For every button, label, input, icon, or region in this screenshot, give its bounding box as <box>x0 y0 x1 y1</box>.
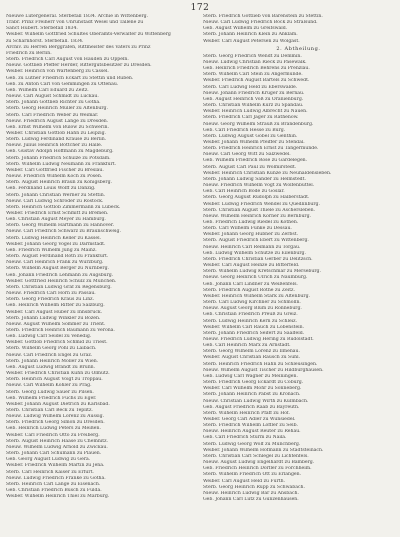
list-item: Weiber. Johann Wilhelm Hofmann zu Stadtsteinach. <box>203 447 324 453</box>
list-item: Sterb. Friedrich Georg Eckardt zu Coburg. <box>203 380 304 386</box>
list-item: Sterb. Ludwig Georg Wolf zu Münchberg. <box>203 441 301 447</box>
list-item: Nieuw. Wilhelm Ludwig Arnold zu Zwickau. <box>6 444 108 450</box>
list-item: Weiber. Heinrich Wilhelm Stark zu Altenburg. <box>203 293 310 299</box>
list-item: Geb. August Friedrich Raab zu Bayreuth. <box>203 404 300 410</box>
list-item: Geb. August Wilhelm zu Greifswald. <box>203 26 288 32</box>
list-item: Sterb. Wilhelm Heinrich Pfaff zu Hof. <box>203 410 290 416</box>
list-item: Geb. zu Luther Friedrich Eckart zu Stettin und Ruben. <box>6 75 134 81</box>
list-item: Sterb. Carl Heinrich Kaiser zu Erfurt. <box>6 469 94 475</box>
page-number: 172 <box>190 3 210 13</box>
list-item: Sterb. Georg Heinrich Rupp zu Schwabach. <box>203 484 305 490</box>
list-item: Weiber. Carl August Heinze zu Bitterfeld. <box>203 263 300 269</box>
list-item: Sterb. Wilhelm Carl Stein zu Angermünde. <box>203 72 303 78</box>
list-item: Geb. Ludwig Carl Seidel zu Venedig. <box>6 334 92 340</box>
list-item: Weiber. Carl August Held zu Fürth. <box>203 478 286 484</box>
list-item: Sterb. Christian Ludwig Graf zu Regensburg. <box>6 284 112 290</box>
columns <box>6 14 394 503</box>
list-item: Weiber. Carl Friedrich Otto zu Freiberg. <box>6 432 100 438</box>
list-item: Sterb. Carl Friedrich Weber zu Weimar. <box>6 112 99 118</box>
list-item: Nieuw. Heinrich August Reuter zu Rehau. <box>203 429 301 435</box>
list-item: Sterb. Friedrich Heinrich Ernst zu Tangermünde. <box>203 146 319 152</box>
list-item: Nieuw. Carl Georg Witt zu Salzwedel. <box>203 152 291 158</box>
list-item: Geb. Christian Friedrich Busch zu Fulda. <box>6 488 102 494</box>
list-item: Sterb. Christian Carl Beck zu Teplitz. <box>6 408 93 413</box>
list-item: Geb. Wilhelm Carl Eduard zu Zeitz. <box>6 87 89 93</box>
list-item: Nieuw. Ludwig Wilhelm Lorenz zu Aussig. <box>6 414 105 420</box>
list-item: Weiber. Heinrich Christian Kunze zu Neuhaldensleben. <box>203 170 332 176</box>
list-item: Geb. Friedrich Heinrich Dörfler zu Forchheim. <box>203 466 312 472</box>
list-item: Sterb. Heinrich Friedrich Hahn zu Schleusingen. <box>203 361 318 367</box>
list-item: Geb. Heinrich Friedrich Behrens zu Prenzlau. <box>203 66 310 72</box>
list-item: Sterb. Friedrich Heinrich Baumann zu Verona. <box>6 327 115 333</box>
list-item: Nieuw. Gottlieb Pfeffer Herder, Rittergutsbesitzer zu Dresden. <box>6 63 152 69</box>
list-item: Weiber. Carl Gottfried Fischer zu Breslau. <box>6 167 104 173</box>
list-item: Sterb. August Heinrich Haase zu Chemnitz. <box>6 438 108 444</box>
list-item: Weiber. Friedrich August Bartels zu Schwedt. <box>203 78 310 84</box>
list-item: Nieuw. Friedrich Wilhelm Koch zu Posen. <box>6 174 103 180</box>
list-item: Geb. Ernst Wilhelm von Bülow zu Schwerin. <box>6 124 109 130</box>
list-item: Sterb. Friedrich Wilhelm Löffler zu Selb. <box>203 423 298 429</box>
list-item: Nieuw. Friedrich Wilhelm Vogt zu Wolfenbüttel. <box>203 183 315 189</box>
list-item: Sterb. Johann Heinrich Möller zu Wien. <box>6 358 99 364</box>
list-item: Nieuw. Ludwig Friedrich Franke zu Gotha. <box>6 475 106 481</box>
list-item: Geb. zu Anton Carl von Gemmingen zu Ottenau. <box>6 81 119 87</box>
list-item: Friedrich zu Berlin. <box>6 50 52 56</box>
list-item: Sterb. Georg August Rudolph zu Halberstadt. <box>203 195 310 201</box>
list-item: Sterb. August Ferdinand Roth zu Frankfurt. <box>6 254 109 260</box>
list-item: Weiber. August Christian Rausch zu Suhl. <box>203 355 301 361</box>
list-item: Nieuw. August Wilhelm Sommer zu Trient. <box>6 321 106 327</box>
list-item: Geb. August Heinrich Voß zu Oranienburg. <box>203 96 304 102</box>
list-item: Geb. Carl Friedrich Hesse zu Burg. <box>203 127 286 133</box>
list-item: Nieuw. Julius Heinrich Böttcher zu Halle. <box>6 143 103 149</box>
list-item: Sterb. Johann Ludwig Sander zu Helmstedt. <box>203 176 306 182</box>
list-item: Nieuw. Friedrich Ludwig Hering zu Rudolstadt. <box>203 336 314 342</box>
list-item: Geb. Wilhelm Friedrich Fuchs zu Eger. <box>6 395 97 401</box>
list-item: Geb. August Ludwig Brandt zu Brünn. <box>6 364 96 370</box>
list-item: Nieuw. Johann Friedrich Krüger zu Bernau. <box>203 90 305 96</box>
list-item: Sterb. August Friedrich Ebert zu Wittenberg. <box>203 238 309 244</box>
list-item: Sterb. Friedrich Gottlieb von Bärenstein zu Stettin. <box>203 14 323 19</box>
list-item: Sterb. Georg Wilhelm Hartmann zu Hannover. <box>6 223 115 229</box>
list-item: Geb. Ferdinand Louis Wolff zu Danzig. <box>6 186 96 192</box>
list-item: Nieuw. August Georg Blum zu Ronneburg. <box>203 306 302 312</box>
list-item: Archiv. zu Herren Berggrafen, Rittmeister des Vaters zu Prinz <box>6 44 151 50</box>
list-item: Geb. Ludwig Carl Wagner zu Meiningen. <box>203 373 298 379</box>
list-item: Weiber. Christian Gottlob Hahn zu Leipzig. <box>6 130 106 136</box>
list-item: Sterb. Johann Heinrich Pabst zu Kronach. <box>203 392 301 398</box>
list-item: Sterb. August Carl Paul zu Wolmirstedt. <box>203 164 297 170</box>
list-item: Sterb. Wilhelm August Berger zu Nürnberg. <box>6 266 109 272</box>
list-item: Nieuw. Georg Heinrich Ulrich zu Naumburg. <box>203 275 308 281</box>
list-item: Trabr. Prinz Freiherr von Unruhstadt Wesel und Tallene zu <box>6 20 144 26</box>
list-item: Sterb. Friedrich Georg Simon zu Dresden. <box>6 420 105 426</box>
section-heading: 2. Abtheilung. <box>276 45 321 52</box>
list-item: Geb. Heinrich Wilhelm Ritter zu Salzburg. <box>6 303 105 309</box>
list-item: Geb. Gustav Adolph Hoffmann zu Magdeburg. <box>6 149 114 155</box>
list-item: Geb. Johann Carl Lutz zu Gunzenhausen. <box>203 497 299 503</box>
list-item: Nieuw. Christian Ludwig Wirth zu Kulmbach. <box>203 398 309 404</box>
list-item: Sterb. Johann Friedrich Seifert zu Saalfeld. <box>203 330 305 336</box>
list-item: Sterb. Wilhelm Ludwig Neumann zu Frankfurt. <box>6 161 117 167</box>
list-item: Weiber. Friedrich Wilhelm Martin zu Jena. <box>6 463 105 469</box>
list-item: Sterb. Carl Ludwig Held zu Eberswalde. <box>203 84 298 90</box>
list-item: Geb. Friedrich Wilhelm Jung zu Mainz. <box>6 247 97 253</box>
list-item: Weiber. Johann Wilhelm Pfeiffer zu Stendal. <box>203 139 305 145</box>
list-item: Geb. Heinrich Ludwig Peters zu Meißen. <box>6 426 101 432</box>
list-item: Sterb. Johann Heinrich Klein zu Anklam. <box>203 32 298 38</box>
list-item: Weiber. Johann Georg Vogel zu Darmstadt. <box>6 241 106 247</box>
list-item: Sterb. Christian August Thiele zu Aschersleben. <box>203 207 316 213</box>
list-item: Geb. Ludwig Wilhelm Schütze zu Eilenburg. <box>203 250 306 256</box>
list-item: Nieuw. Heinrich Ludwig Bär zu Ansbach. <box>203 490 299 496</box>
list-item: Weiber. Wilhelm Gottfried Schultes Oberamts-Verwalter zu Wittenberg <box>6 32 171 38</box>
list-item: Nieuw. Friedrich Carl Horn zu Passau. <box>6 291 96 297</box>
list-item: Sterb. Wilhelm Ludwig Kretschmar zu Merseburg. <box>203 269 321 275</box>
list-item: Sterb. Christian Carl Schlegel zu Lichtenfels. <box>203 453 309 459</box>
list-item: Sterb. Ludwig August Göbel zu Genthin. <box>203 133 298 139</box>
list-item: Nieuw. Carl Friedrich Engel zu Graz. <box>6 352 93 358</box>
list-item: Sterb. Ludwig Heinrich Kern zu Schleiz. <box>203 318 298 324</box>
list-item: Nieuw. Carl Friedrich Schwarz zu Braunschweig. <box>6 229 121 235</box>
list-item: Weiber. Carl Wilhelm Mohr zu Sonneberg. <box>203 386 302 392</box>
list-item: Weiber. Carl August Huber zu Innsbruck. <box>6 309 103 315</box>
list-item: Weiber. Wilhelm Carl Rauch zu Lobenstein. <box>203 324 305 330</box>
list-item: Sterb. Johann Carl Schumann zu Plauen. <box>6 451 102 457</box>
list-item: Sterb. Friedrich Christian Gerber zu Delitzsch. <box>203 256 313 262</box>
list-item: Weiber. Heinrich von Wartenberg zu Cassel. <box>6 69 109 75</box>
list-item: Weiber. Friedrich Christian Kühn zu Olmütz. <box>6 371 110 377</box>
list-item: Nieuw. Georg Wilhelm Strauß zu Brandenburg. <box>203 121 314 127</box>
list-item: Nieuw. Carl Ludwig Friedrich Bock zu Stralsund. <box>203 20 318 26</box>
list-item: Geb. Johann Carl Lindner zu Weißenfels. <box>203 281 298 287</box>
list-item: Geb. Friedrich Ludwig Riedel zu Köthen. <box>203 220 299 225</box>
list-item: Nieuw. Carl August Schmidt zu Luckau. <box>6 94 99 100</box>
list-item: Sterb. Heinrich August Voigt zu Troppau. <box>6 377 103 383</box>
list-item: Weiber. Johann August Dietrich zu Karlsbad. <box>6 401 110 407</box>
list-item: Sterb. Wilhelm Georg Pohl zu Laibach. <box>6 346 97 352</box>
list-item: Geb. Georg August Ludwig zu Gera. <box>6 457 91 463</box>
list-item: Sterb. Ludwig Ferdinand Krause zu Berlin. <box>6 137 107 143</box>
list-item: Sterb. Heinrich Gottlob Zimmermann zu Lübeck. <box>6 204 121 210</box>
right-column <box>203 14 394 503</box>
list-item: Sterb. Wilhelm Friedrich Ott zu Erlangen. <box>203 472 302 478</box>
list-item: Geb. Wilhelm Friedrich Rose zu Gardelegen. <box>203 158 308 164</box>
list-item: Sterb. Johann Gottlieb Richter zu Gotha. <box>6 100 101 106</box>
list-item: Geb. Johann Friedrich Lehmann zu Augsburg. <box>6 272 114 278</box>
list-item: Weiber. Ludwig Friedrich Wendel zu Quedlinburg. <box>203 201 320 207</box>
list-item: Sterb. Johann Christian Werner zu Stettin. <box>6 192 106 198</box>
list-item: Sterb. Heinrich Carl Lange zu Eisenach. <box>6 481 101 487</box>
list-item: Geb. Carl Heinrich Marx zu Arnstadt. <box>203 343 291 349</box>
list-item: Geb. Carl Friedrich Sturm zu Naila. <box>203 435 287 441</box>
list-item: Sterb. Carl Wilhelm Funke zu Dessau. <box>203 226 292 232</box>
list-item: Weiber. Wilhelm Heinrich Thiel zu Marburg. <box>6 494 110 500</box>
list-item: Nieuw. Wilhelm August Tischer zu Hildburghausen. <box>203 367 324 373</box>
list-item: Sterb. Christian Wilhelm Kurz zu Spandau. <box>203 103 304 109</box>
list-item: Nieuw. August Ludwig Engelhardt zu Bamberg. <box>203 460 315 466</box>
list-item: zu Scharnhorst. Sterbefall. 1834. <box>6 38 84 44</box>
list-item: Sterb. Friedrich August Rothe zu Zeitz. <box>203 287 295 293</box>
left-column <box>6 14 197 503</box>
list-item: Nieuw. Carl Heinrich Frank zu Würzburg. <box>6 260 104 266</box>
list-item: Geb. Carl Heinrich Bode zu Goslar. <box>203 189 285 195</box>
list-item: Sterb. Georg Wilhelm Lorenz zu Ilmenau. <box>203 349 300 355</box>
list-item: Weiber. Johann Georg Hübner zu Zerbst. <box>203 232 299 238</box>
list-item: Sterb. Johann Friedrich Schulze zu Potsdam. <box>6 155 111 161</box>
list-item: Weiber. Gottfried Heinrich Schulz zu München. <box>6 278 117 284</box>
list-item: Weiber. Gottlob Friedrich Schmid zu Triest. <box>6 340 108 346</box>
list-item: Sterb. Georg Friedrich Kraus zu Linz. <box>6 297 95 303</box>
list-item: Nieuw. Wilhelm Heinrich Körner zu Bernburg. <box>203 213 312 219</box>
list-item: Sterb. Johann Ludwig Winkler zu Bozen. <box>6 315 101 321</box>
list-item: Nieuw. Friedrich August Lange zu Dresden. <box>6 118 109 124</box>
list-item: Geb. Christian August Meyer zu Hamburg. <box>6 217 106 223</box>
list-item: Nieuwe Lutergeneral. Sterbefall 1834. Archie in Wittenberg. <box>6 14 149 19</box>
list-item: Nieuw. Carl Wilhelm Köhler zu Prag. <box>6 383 92 389</box>
list-item: Sterb. Georg Heinrich Müller zu Altenburg. <box>6 106 108 112</box>
list-item: Sanct Hubert. Sterbefall 1834. <box>6 26 78 32</box>
list-item: Nieuw. Ludwig Christian Rieck zu Pasewalk. <box>203 59 307 65</box>
list-item: Weiber. Heinrich Ludwig Albrecht zu Nauen. <box>203 109 308 115</box>
list-item: Weiber. Friedrich Ernst Schmitt zu Bremen. <box>6 211 109 216</box>
list-item: Sterb. Georg Ludwig Sauer zu Pilsen. <box>6 389 94 395</box>
list-item: Sterb. Georg Friedrich Wendt zu Demmin. <box>203 53 302 59</box>
list-item: Nieuw. Carl Ludwig Schröder zu Rostock. <box>6 198 104 204</box>
list-item: Sterb. Friedrich Carl August von Hauden zu Oppeln. <box>6 57 129 63</box>
list-item: Geb. Christian Friedrich Preuß zu Greiz. <box>203 312 298 318</box>
list-item: Weiber. Georg Carl Adler zu Wunsiedel. <box>203 417 296 422</box>
list-item: Weiber. Carl August Petersen zu Wolgast. <box>203 38 300 44</box>
list-item: Sterb. Carl Ludwig Kirchner zu Schmölln. <box>203 300 301 306</box>
list-item: Sterb. Ludwig Heinrich Keller zu Kassel. <box>6 235 102 241</box>
list-item: Sterb. August Heinrich Braun zu Königsberg. <box>6 180 112 186</box>
list-item: Nieuw. Heinrich Carl Reimann zu Torgau. <box>203 244 301 250</box>
list-item: Sterb. Friedrich Carl Jäger zu Rathenow. <box>203 115 299 121</box>
